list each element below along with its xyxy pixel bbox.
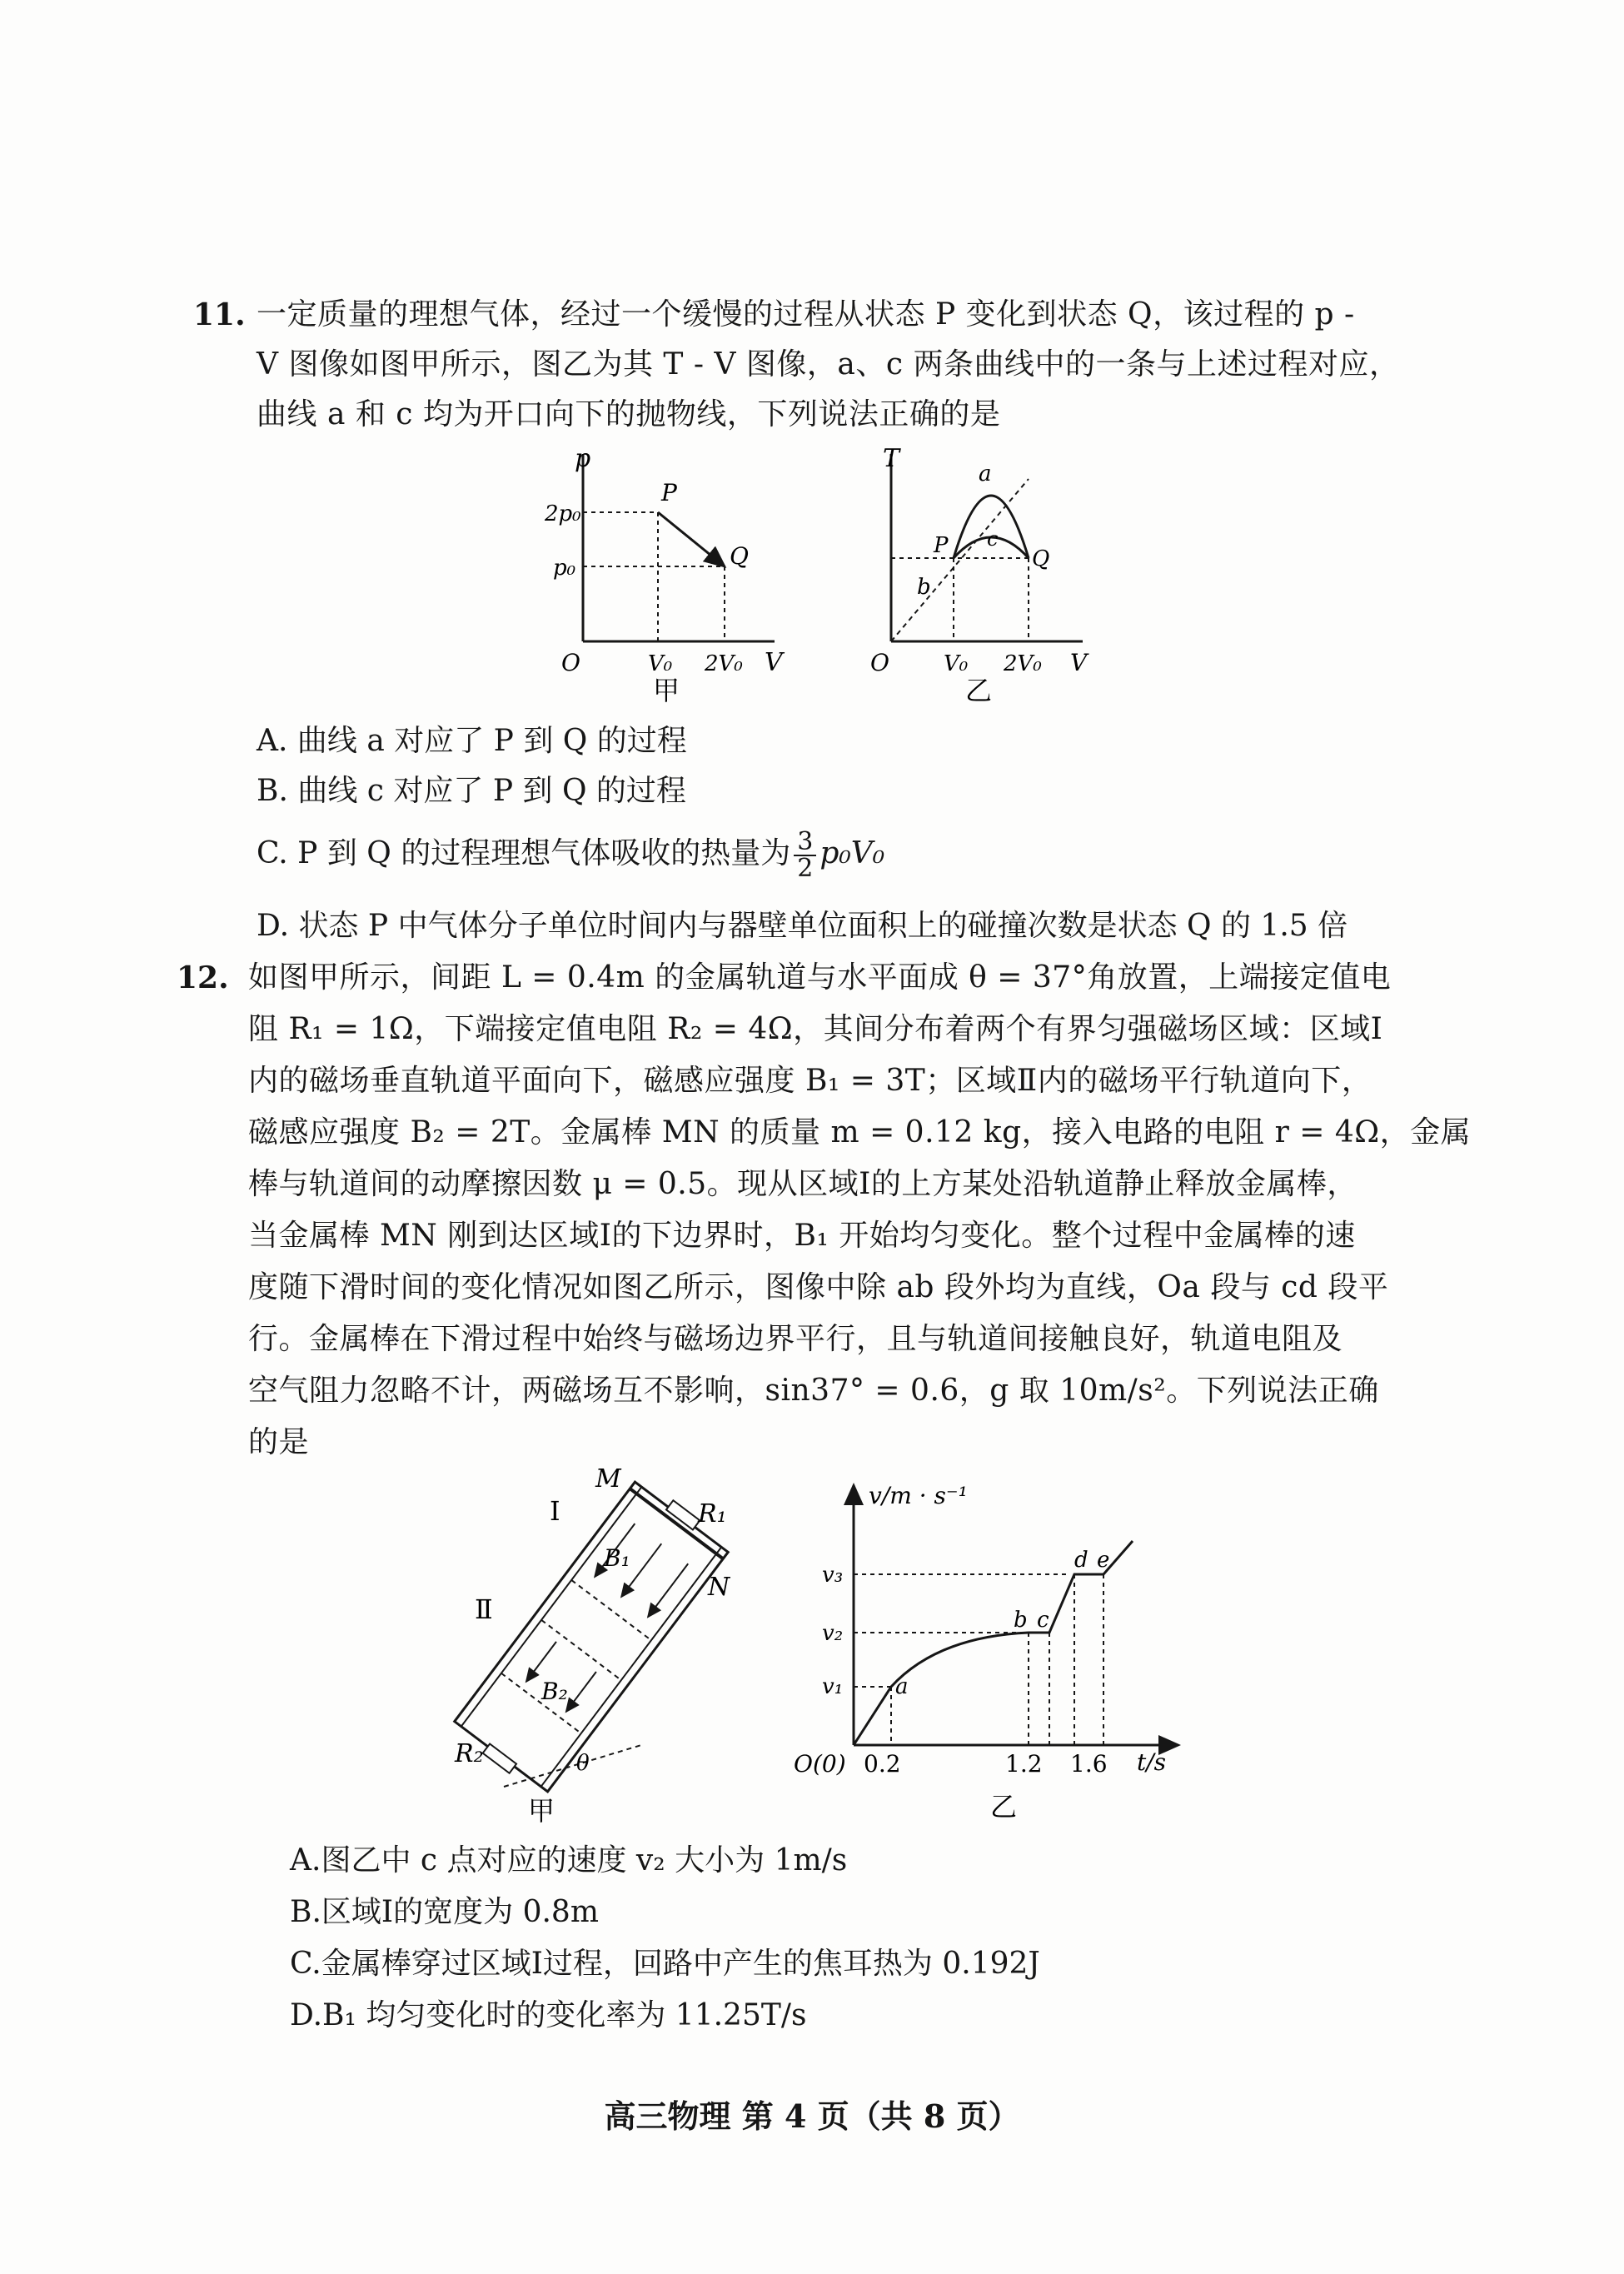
q12-fig-jia-caption: 甲	[527, 1795, 555, 1827]
curve-b-label: b	[917, 575, 931, 600]
origin-o0: O(0)	[794, 1750, 846, 1778]
v-axis-label-yi: V	[1070, 649, 1088, 676]
q12-stem-line-9: 空气阻力忽略不计，两磁场互不影响，sin37° = 0.6，g 取 10m/s²。下列说法正确	[248, 1374, 1379, 1408]
v-axis-label: v/m · s⁻¹	[869, 1482, 968, 1509]
tick-1-6: 1.6	[1070, 1750, 1108, 1778]
tick-v3: v₃	[822, 1563, 844, 1588]
label-r1: R₁	[698, 1499, 727, 1528]
q12-figure-yi-vt-graph	[787, 1479, 1187, 1828]
page-footer: 高三物理 第 4 页（共 8 页）	[604, 2097, 1020, 2135]
tick-1-2: 1.2	[1005, 1750, 1043, 1778]
q12-figure-jia-rails	[425, 1462, 758, 1828]
q12-stem-line-3: 内的磁场垂直轨道平面向下，磁感应强度 B₁ = 3T；区域Ⅱ内的磁场平行轨道向下，	[248, 1064, 1372, 1098]
velocity-curve	[854, 1541, 1133, 1745]
curve-b-dashed-line	[891, 479, 1029, 641]
rail-inner	[461, 1487, 721, 1787]
point-b: b	[1014, 1608, 1028, 1633]
q12-stem-line-8: 行。金属棒在下滑过程中始终与磁场边界平行，且与轨道间接触良好，轨道电阻及	[248, 1322, 1343, 1356]
origin-o-yi: O	[870, 649, 889, 676]
q12-stem-line-7: 度随下滑时间的变化情况如图乙所示，图像中除 ab 段外均为直线，Oa 段与 cd 段平	[248, 1270, 1389, 1304]
q11-number: 11.	[193, 297, 246, 332]
tick-v0-yi: V₀	[944, 651, 969, 676]
q12-fig-yi-caption: 乙	[989, 1791, 1018, 1823]
q11-option-c-suffix: p₀V₀	[819, 836, 885, 870]
label-n: N	[708, 1573, 730, 1602]
tick-v1: v₁	[822, 1674, 844, 1699]
q11-option-c-prefix: C. P 到 Q 的过程理想气体吸收的热量为	[257, 836, 791, 870]
q11-stem-line-1: 一定质量的理想气体，经过一个缓慢的过程从状态 P 变化到状态 Q，该过程的 p -	[257, 297, 1355, 332]
fig-jia-caption: 甲	[652, 675, 680, 706]
q11-option-a: A. 曲线 a 对应了 P 到 Q 的过程	[257, 724, 687, 758]
q12-option-b: B.区域Ⅰ的宽度为 0.8m	[290, 1895, 599, 1929]
p-axis-label: p	[575, 446, 591, 473]
tick-v0: V₀	[648, 651, 673, 676]
q12-stem-line-10: 的是	[248, 1425, 310, 1459]
point-a: a	[895, 1674, 909, 1699]
q12-stem-line-4: 磁感应强度 B₂ = 2T。金属棒 MN 的质量 m = 0.12 kg，接入电路的电阻 r = 4Ω，金属	[248, 1115, 1472, 1149]
q12-stem-line-1: 如图甲所示，间距 L = 0.4m 的金属轨道与水平面成 θ = 37°角放置，上端接定值电	[248, 960, 1392, 995]
tick-v2: v₂	[822, 1621, 844, 1646]
frac-numerator: 3	[794, 830, 816, 856]
tick-2v0-yi: 2V₀	[1004, 651, 1042, 676]
pq-process-line	[658, 512, 725, 566]
q11-option-d: D. 状态 P 中气体分子单位时间内与器壁单位面积上的碰撞次数是状态 Q 的 1.5 倍	[257, 909, 1348, 943]
label-b1: B₁	[604, 1544, 630, 1572]
q12-stem-line-2: 阻 R₁ = 1Ω，下端接定值电阻 R₂ = 4Ω，其间分布着两个有界匀强磁场区域：区域Ⅰ	[248, 1012, 1383, 1046]
q11-figure-jia-pv-graph	[541, 446, 791, 712]
curve-c-label: c	[987, 527, 999, 551]
tick-0-2: 0.2	[864, 1750, 901, 1778]
point-e: e	[1097, 1548, 1110, 1573]
point-q-label-yi: Q	[1032, 546, 1050, 571]
label-region-1: Ⅰ	[550, 1495, 560, 1527]
rail-frame	[455, 1482, 728, 1792]
point-c: c	[1037, 1608, 1049, 1633]
q12-option-c: C.金属棒穿过区域Ⅰ过程，回路中产生的焦耳热为 0.192J	[290, 1947, 1040, 1981]
tick-2p0: 2p₀	[545, 501, 581, 526]
v-axis-label: V	[765, 648, 783, 677]
label-m: M	[595, 1464, 621, 1494]
q11-option-b: B. 曲线 c 对应了 P 到 Q 的过程	[257, 774, 686, 808]
q11-stem-line-2: V 图像如图甲所示，图乙为其 T - V 图像，a、c 两条曲线中的一条与上述过程对应，	[257, 347, 1400, 381]
resistor-r1	[666, 1500, 700, 1529]
q11-option-c-fraction	[794, 827, 816, 883]
tick-p0: p₀	[553, 556, 576, 581]
frac-denominator: 2	[797, 854, 814, 883]
point-q-label: Q	[730, 542, 749, 570]
tick-2v0: 2V₀	[705, 651, 743, 676]
resistor-r2	[483, 1744, 516, 1773]
q11-option-c	[257, 827, 885, 883]
t-axis-label: T	[883, 446, 900, 473]
q11-stem-line-3: 曲线 a 和 c 均为开口向下的抛物线，下列说法正确的是	[257, 397, 1001, 431]
curve-a-label: a	[979, 461, 992, 486]
origin-o: O	[561, 649, 580, 676]
q12-stem-line-5: 棒与轨道间的动摩擦因数 μ = 0.5。现从区域Ⅰ的上方某处沿轨道静止释放金属棒，	[248, 1167, 1357, 1201]
label-theta: θ	[576, 1751, 590, 1776]
q12-option-d: D.B₁ 均匀变化时的变化率为 11.25T/s	[290, 1998, 807, 2032]
point-p-label-yi: P	[934, 533, 949, 558]
point-d: d	[1074, 1548, 1088, 1573]
label-region-2: Ⅱ	[475, 1593, 493, 1625]
q12-number: 12.	[177, 960, 229, 995]
point-p-label: P	[661, 479, 677, 506]
q11-figure-yi-tv-graph	[862, 446, 1112, 712]
horizontal-ref-line	[504, 1745, 641, 1787]
q12-stem-line-6: 当金属棒 MN 刚到达区域Ⅰ的下边界时，B₁ 开始均匀变化。整个过程中金属棒的速	[248, 1219, 1356, 1253]
t-axis-label: t/s	[1137, 1748, 1167, 1776]
label-b2: B₂	[541, 1678, 568, 1705]
fig-yi-caption: 乙	[964, 675, 993, 706]
label-r2: R₂	[455, 1739, 484, 1768]
q12-option-a: A.图乙中 c 点对应的速度 v₂ 大小为 1m/s	[290, 1843, 848, 1878]
